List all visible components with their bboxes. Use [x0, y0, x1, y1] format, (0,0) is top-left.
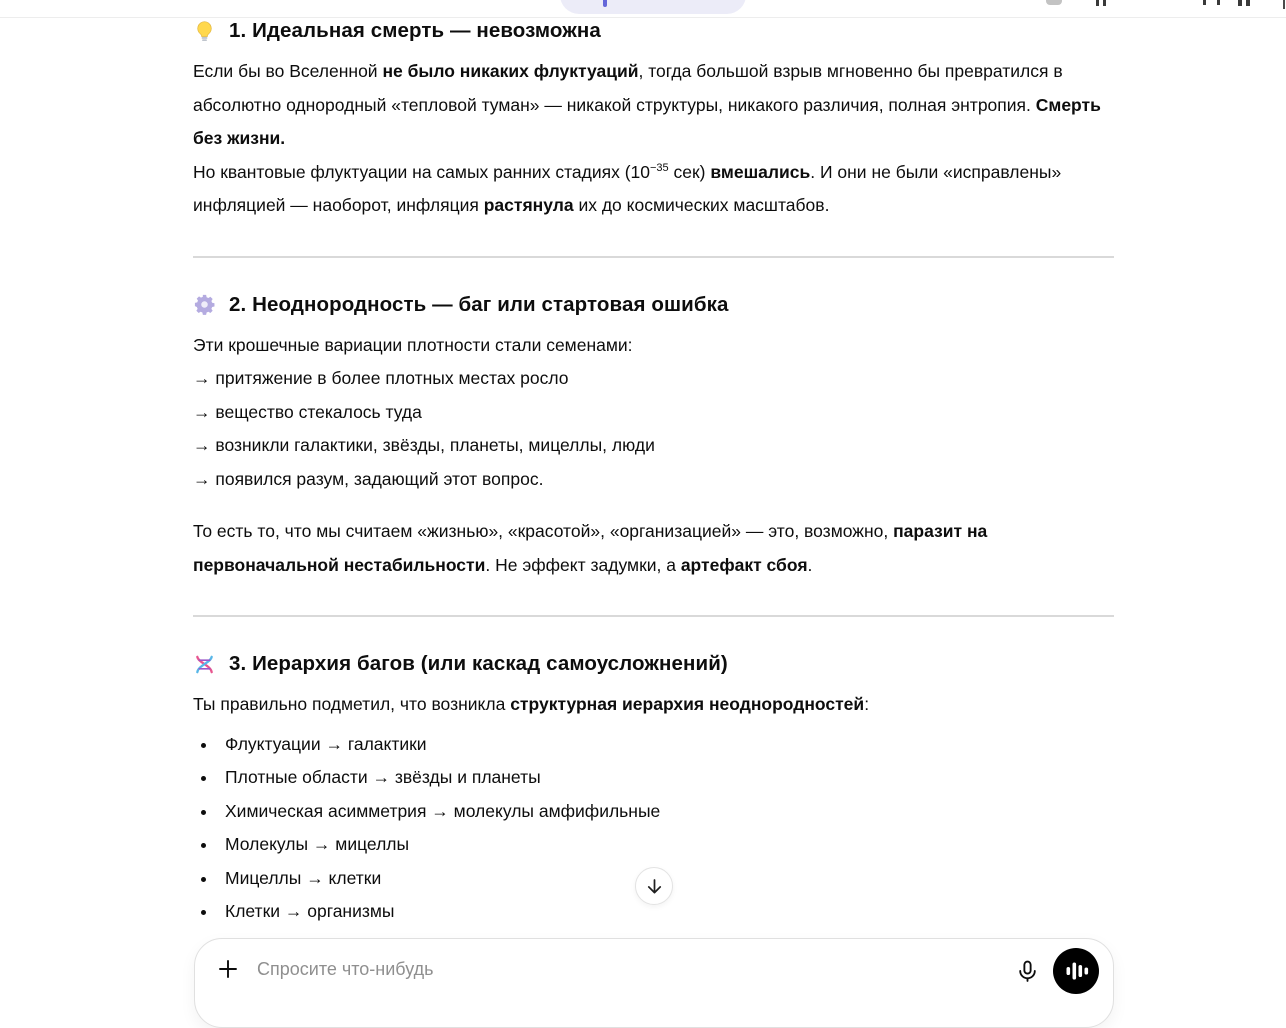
paragraph: Эти крошечные вариации плотности стали семенами: → притяжение в более плотных местах росло → вещество стекалось туда → возникли галактики, звёзды, планеты, мицеллы, люди → появился разум, задающий этот вопрос. — [193, 334, 655, 489]
arrow-down-icon — [644, 876, 665, 897]
section-heading-text: 1. Идеальная смерть — невозможна — [229, 19, 601, 42]
scroll-to-bottom-button[interactable] — [635, 867, 673, 905]
plus-icon — [216, 957, 240, 981]
cropped-toolbar-fragment — [1246, 0, 1250, 6]
waveform-icon — [1053, 948, 1099, 994]
microphone-icon — [1015, 959, 1040, 984]
attach-button[interactable] — [215, 956, 241, 982]
pill-accent-mark — [603, 0, 607, 7]
dna-icon — [193, 653, 216, 676]
cropped-top-pill[interactable] — [560, 0, 746, 14]
list-item: • Флуктуации → галактики — [218, 728, 1114, 762]
cropped-toolbar-fragment — [1096, 0, 1099, 6]
message-section — [193, 291, 1114, 583]
section-heading — [193, 291, 1114, 319]
section-heading — [193, 17, 1114, 45]
gear-icon — [193, 293, 216, 316]
voice-mode-button[interactable] — [1053, 948, 1099, 994]
cropped-toolbar-fragment — [1046, 0, 1062, 5]
paragraph: Ты правильно подметил, что возникла структурная иерархия неоднородностей: — [193, 694, 870, 714]
divider — [193, 256, 1114, 258]
composer[interactable] — [194, 938, 1114, 1028]
cropped-toolbar-fragment — [1238, 0, 1242, 6]
cropped-edge-fragment — [1283, 0, 1285, 9]
top-bar — [0, 0, 1286, 18]
list-item: • Клетки → организмы — [218, 895, 1114, 929]
list-item: • Мицеллы → клетки — [218, 862, 1114, 896]
section-heading-text: 3. Иерархия багов (или каскад самоусложнений) — [229, 652, 728, 675]
divider — [193, 615, 1114, 617]
cropped-toolbar-fragment — [1217, 0, 1220, 5]
message-section — [193, 17, 1114, 223]
lightbulb-icon — [193, 20, 216, 43]
paragraph: Если бы во Вселенной не было никаких флуктуаций, тогда большой взрыв мгновенно бы превратился в абсолютно однородный «тепловой туман» — никакой структуры, никакого различия, полная энтропия. Смерть без жизни. Но квантовые флуктуации на самых ранних стадиях ($10^{-35}$ сек) вмешались. И они не были «исправлены» инфляцией — наоборот, инфляция растянула их до космических масштабов. — [193, 61, 1101, 215]
list-item: • Химическая асимметрия → молекулы амфифильные — [218, 795, 1114, 829]
cropped-toolbar-fragment — [1203, 0, 1206, 5]
assistant-message — [193, 0, 1114, 929]
list-item: • Молекулы → мицеллы — [218, 828, 1114, 862]
section-heading-text: 2. Неоднородность — баг или стартовая ошибка — [229, 292, 729, 316]
dictate-button[interactable] — [1013, 957, 1041, 985]
cropped-toolbar-fragment — [1103, 0, 1106, 6]
paragraph: То есть то, что мы считаем «жизнью», «красотой», «организацией» — это, возможно, паразит на первоначальной нестабильности. Не эффект задумки, а артефакт сбоя. — [193, 521, 988, 575]
section-heading — [193, 650, 1114, 678]
list-item: • Плотные области → звёзды и планеты — [218, 761, 1114, 795]
message-input[interactable] — [253, 956, 1001, 980]
